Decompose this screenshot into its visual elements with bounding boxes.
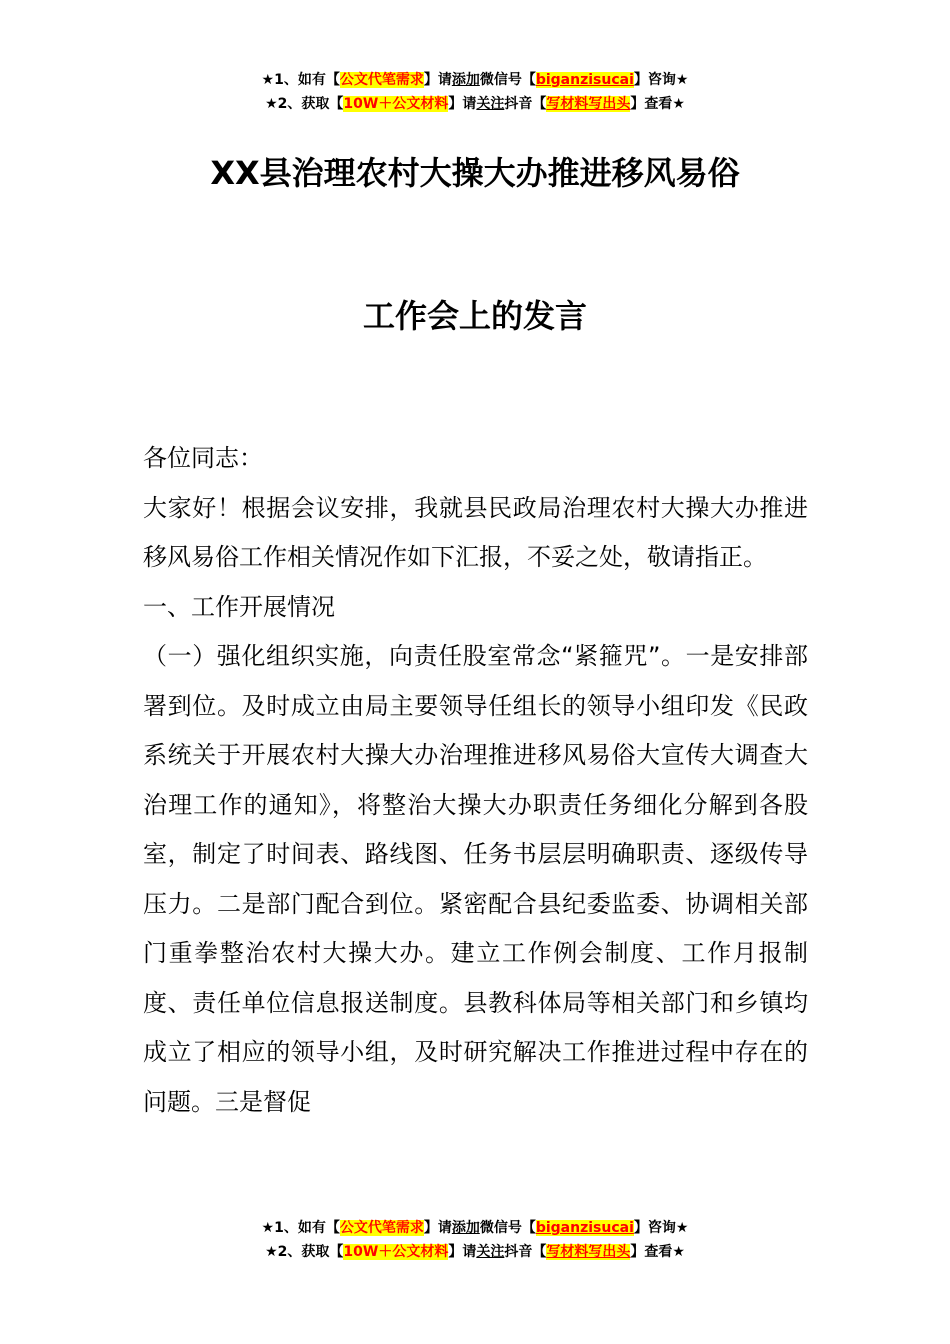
banner-emphasis: 关注	[476, 96, 505, 112]
section-heading: 一、工作开展情况	[143, 592, 335, 621]
banner-text: 微信号【	[479, 1220, 536, 1236]
banner-douyin-id: 写材料写出头	[546, 1244, 631, 1260]
banner-text: 】咨询★	[633, 1220, 689, 1236]
section-paragraph: （一）强化组织实施，向责任股室常念“紧箍咒”。一是安排部署到位。及时成立由局主要领导任组长的领导小组印发《民政系统关于开展农村大操大办治理推进移风易俗大宣传大调查大治理工作的通知》，将整治大操大办职责任务细化分解到各股室，制定了时间表、路线图、任务书层层明确职责、逐级传导压力。二是部门配合到位。紧密配合县纪委监委、协调相关部门重拳整治农村大操大办。建立工作例会制度、工作月报制度、责任单位信息报送制度。县教科体局等相关部门和乡镇均成立了相应的领导小组，及时研究解决工作推进过程中存在的问题。三是督促	[143, 642, 808, 1116]
salutation: 各位同志：	[143, 444, 263, 472]
banner-text: 】查看★	[630, 1244, 685, 1260]
banner-line-2	[0, 1240, 950, 1264]
banner-highlight: 公文代笔需求	[339, 72, 424, 88]
header-banner	[0, 68, 950, 116]
banner-highlight: 10W＋公文材料	[343, 96, 449, 112]
banner-text: 抖音【	[504, 1244, 547, 1260]
banner-text: 】请	[423, 1220, 452, 1236]
banner-text: 】请	[448, 96, 477, 112]
document-title-line-2: 工作会上的发言	[362, 297, 587, 335]
banner-text: ★1、如有【	[261, 72, 340, 88]
banner-line-1	[0, 68, 950, 92]
banner-wechat-id: biganzisucai	[535, 72, 634, 88]
banner-line-1	[0, 1216, 950, 1240]
banner-text: 抖音【	[504, 96, 547, 112]
banner-text: 】请	[448, 1244, 477, 1260]
banner-emphasis: 添加	[451, 72, 480, 88]
banner-emphasis: 添加	[451, 1220, 480, 1236]
banner-emphasis: 关注	[476, 1244, 505, 1260]
document-body	[143, 434, 808, 1127]
banner-line-2	[0, 92, 950, 116]
banner-text: 】查看★	[630, 96, 685, 112]
document-title-line-1: XX县治理农村大操大办推进移风易俗	[210, 154, 740, 192]
banner-highlight: 10W＋公文材料	[343, 1244, 449, 1260]
banner-text: ★2、获取【	[265, 96, 344, 112]
intro-paragraph: 大家好！根据会议安排，我就县民政局治理农村大操大办推进移风易俗工作相关情况作如下汇报，不妥之处，敬请指正。	[143, 493, 808, 571]
banner-text: ★1、如有【	[261, 1220, 340, 1236]
footer-banner	[0, 1216, 950, 1264]
banner-text: 】咨询★	[633, 72, 689, 88]
banner-highlight: 公文代笔需求	[339, 1220, 424, 1236]
banner-text: ★2、获取【	[265, 1244, 344, 1260]
banner-text: 】请	[423, 72, 452, 88]
banner-text: 微信号【	[479, 72, 536, 88]
banner-douyin-id: 写材料写出头	[546, 96, 631, 112]
banner-wechat-id: biganzisucai	[535, 1220, 634, 1236]
